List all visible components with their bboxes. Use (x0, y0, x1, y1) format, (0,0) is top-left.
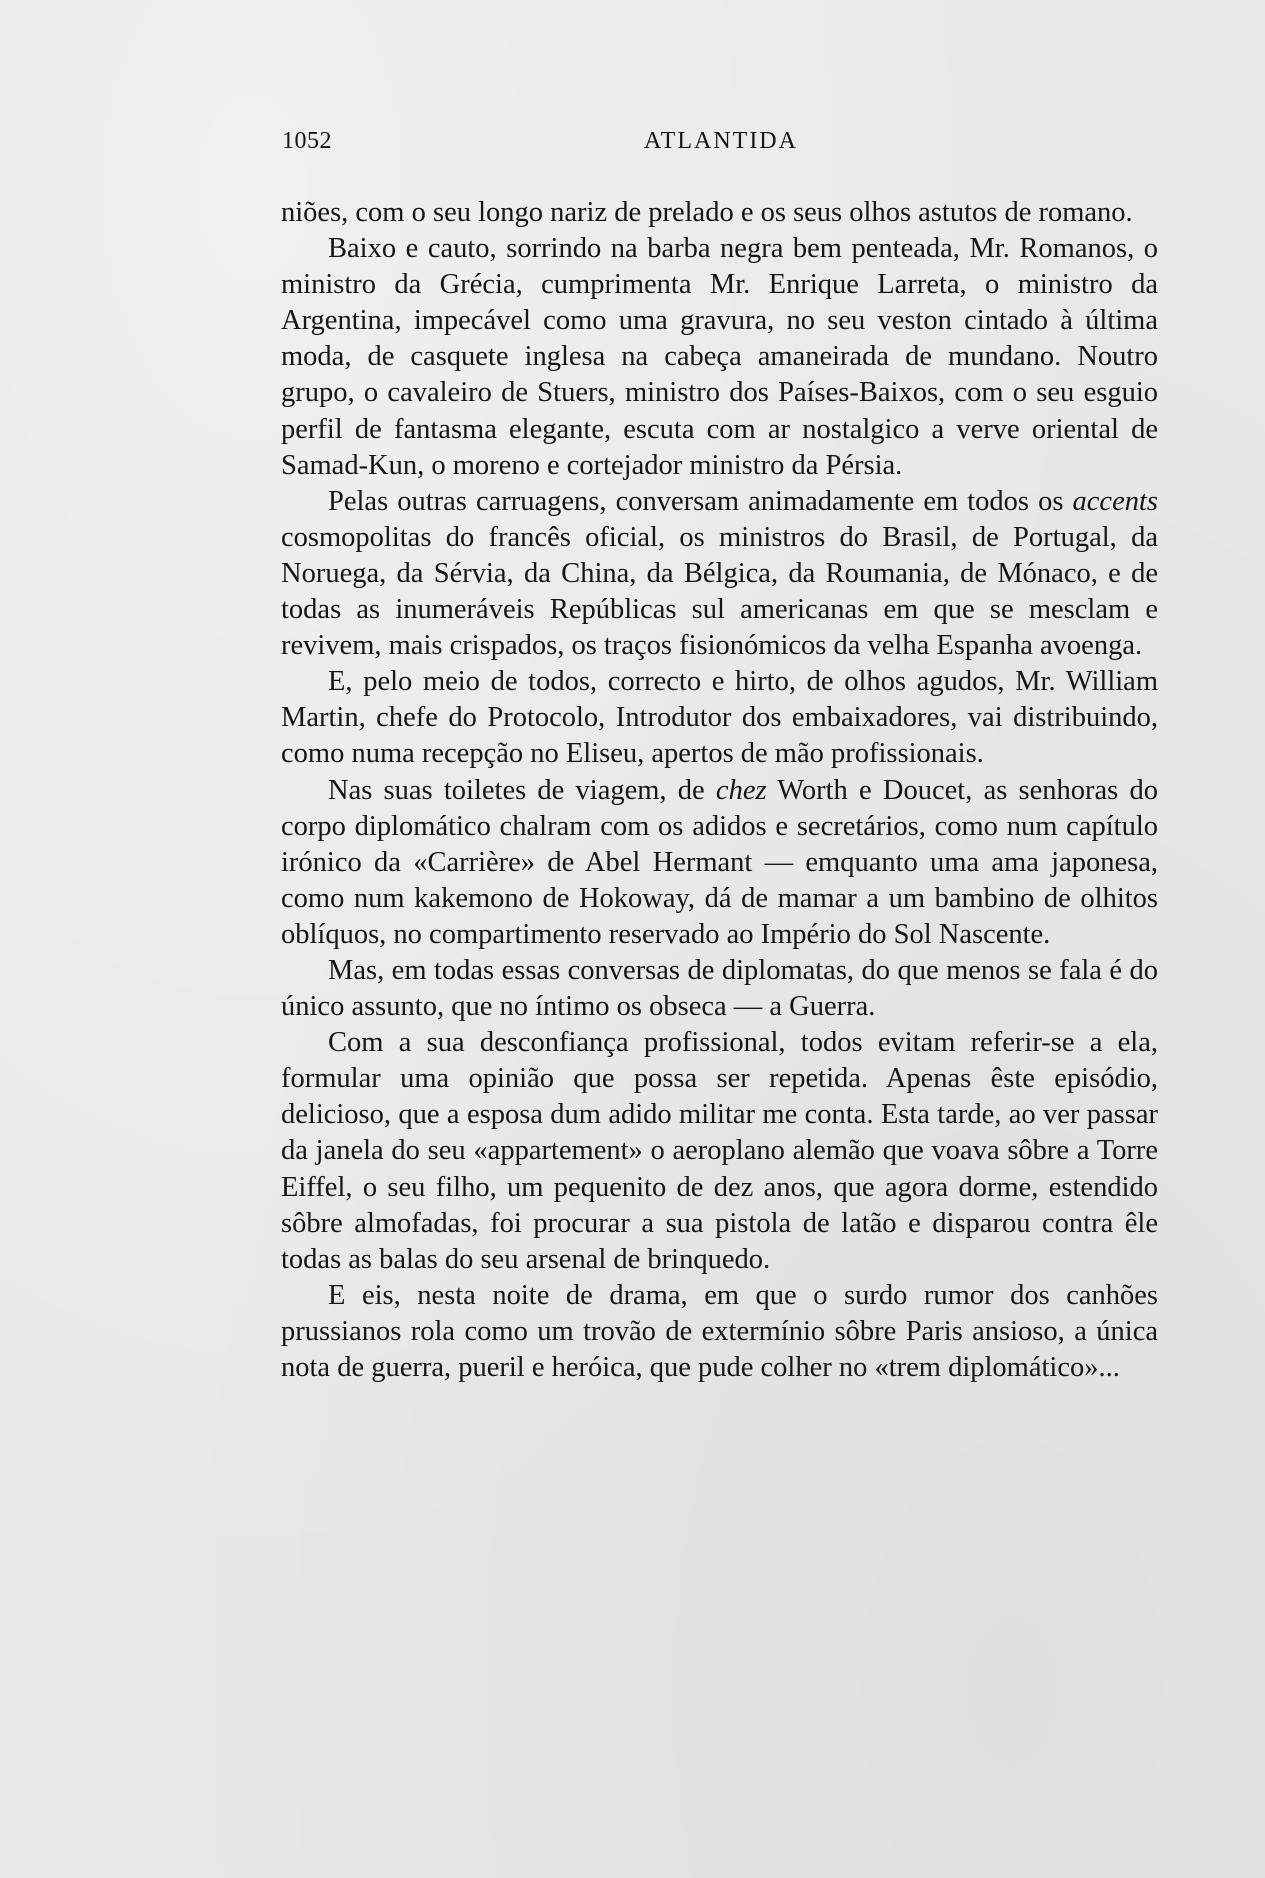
body-text (281, 195, 1158, 1386)
italic-text: accents (1072, 485, 1158, 517)
paragraph-text: niões, com o seu longo nariz de prelado e os seus olhos astutos de romano. (281, 197, 1133, 228)
paragraph-text: Com a sua desconfiança profissional, todos evitam referir-se a ela, formular uma opinião que possa ser repetida. Apenas êste episódio, delicioso, que a esposa dum adido militar me conta. Esta tarde, ao ver passar da janela do seu «appartement» o aeroplano alemão que voava sôbre a Torre Eiffel, o seu filho, um pequenito de dez anos, que agora dorme, estendido sôbre almofadas, foi procurar a sua pistola de latão e disparou contra êle todas as balas do seu arsenal de brinquedo. (281, 1027, 1158, 1275)
paragraph (281, 1025, 1158, 1278)
paragraph-text: Baixo e cauto, sorrindo na barba negra bem penteada, Mr. Romanos, o ministro da Grécia, cumprimenta Mr. Enrique Larreta, o ministro da Argentina, impecável como uma gravura, no seu veston cintado à última moda, de casquete inglesa na cabeça amaneirada de mundano. Noutro grupo, o cavaleiro de Stuers, ministro dos Países-Baixos, com o seu esguio perfil de fantasma elegante, escuta com ar nostalgico a verve oriental de Samad-Kun, o moreno e cortejador ministro da Pérsia. (281, 233, 1158, 481)
paragraph (281, 231, 1158, 484)
paragraph (281, 195, 1158, 231)
paragraph-text: Pelas outras carruagens, conversam animadamente em todos os (328, 485, 1073, 517)
paragraph-text: E, pelo meio de todos, correcto e hirto, de olhos agudos, Mr. William Martin, chefe do Protocolo, Introdutor dos embaixadores, vai distribuindo, como numa recepção no Eliseu, apertos de mão profissionais. (281, 666, 1158, 770)
paragraph (281, 773, 1158, 953)
paragraph-text: Nas suas toiletes de viagem, de (328, 774, 716, 806)
paragraph (281, 484, 1158, 664)
paragraph (281, 1278, 1158, 1386)
italic-text: chez (715, 774, 767, 806)
paragraph-text: E eis, nesta noite de drama, em que o surdo rumor dos canhões prussianos rola como um trovão de extermínio sôbre Paris ansioso, a única nota de guerra, pueril e heróica, que pude colher no «trem diplomático»... (281, 1279, 1158, 1383)
paragraph (281, 953, 1158, 1025)
paragraph-text: Mas, em todas essas conversas de diplomatas, do que menos se fala é do único assunto, que no íntimo os obseca — a Guerra. (281, 954, 1158, 1023)
paragraph-text: Worth e Doucet, as senhoras do corpo diplomático chalram com os adidos e secretários, como num capítulo irónico da «Carrière» de Abel Hermant — emquanto uma ama japonesa, como num kakemono de Hokoway, dá de mamar a um bambino de olhitos oblíquos, no compartimento reservado ao Império do Sol Nascente. (281, 774, 1158, 950)
page-number: 1052 (282, 128, 332, 154)
paragraph (281, 664, 1158, 772)
running-title: ATLANTIDA (644, 128, 798, 154)
page-header (282, 128, 1162, 168)
paragraph-text: cosmopolitas do francês oficial, os ministros do Brasil, de Portugal, da Noruega, da Sérvia, da China, da Bélgica, da Roumania, de Mónaco, e de todas as inumeráveis Repúblicas sul americanas em que se mesclam e revivem, mais crispados, os traços fisionómicos da velha Espanha avoenga. (281, 521, 1158, 662)
